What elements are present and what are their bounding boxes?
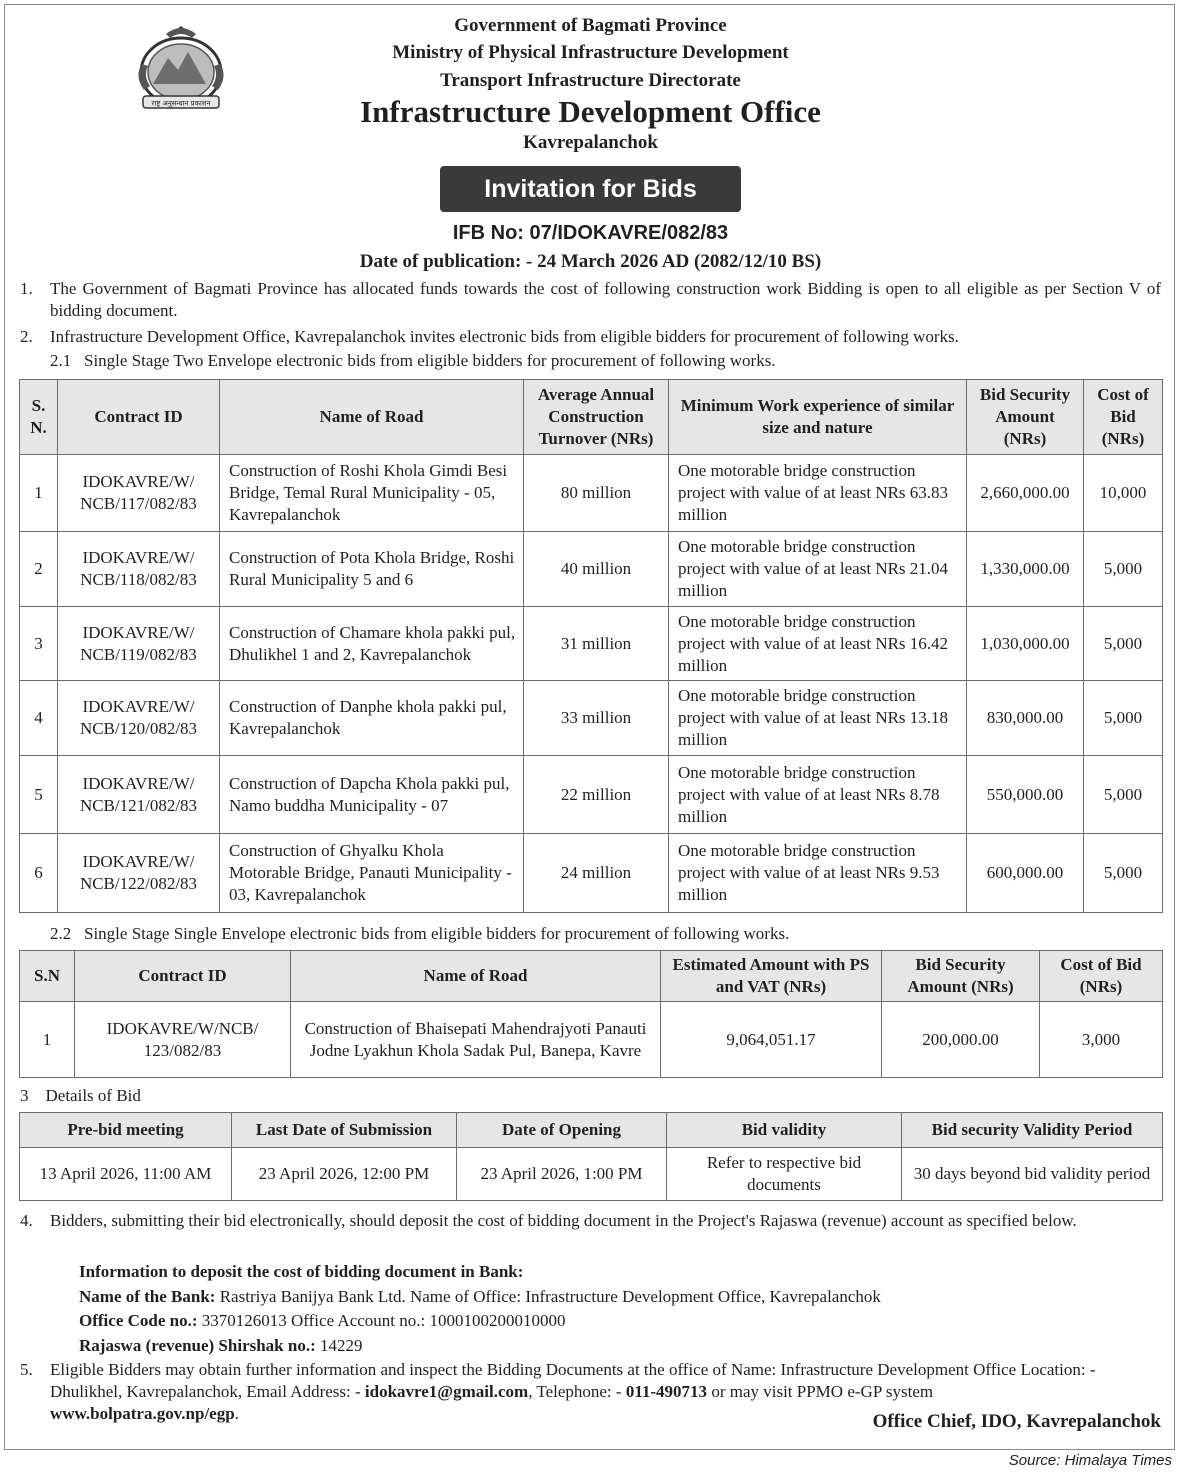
col-turnover: Average Annual Construction Turnover (NRs) <box>524 380 669 455</box>
col-road-name: Name of Road <box>220 380 524 455</box>
col-bid-security: Bid Security Amount (NRs) <box>882 951 1040 1002</box>
section-2-1: 2.1 Single Stage Two Envelope electronic bids from eligible bidders for procurement of following works. <box>50 351 776 370</box>
col-date-of-opening: Date of Opening <box>457 1113 667 1148</box>
col-estimated-amount: Estimated Amount with PS and VAT (NRs) <box>661 951 882 1002</box>
bank-info: Information to deposit the cost of bidding document in Bank: Name of the Bank: Rastriya Banijya Bank Ltd. Name of Office: Infrastructure Development Office, Kavrepalanchok Office Code no.: 3370126013 Office Account no.: 1000100200010000 Rajaswa (revenue) Shirshak no.: 14229 <box>79 1262 881 1355</box>
egp-link[interactable]: www.bolpatra.gov.np/egp <box>50 1404 235 1423</box>
ministry-name: Ministry of Physical Infrastructure Development <box>392 42 789 63</box>
col-road-name: Name of Road <box>291 951 661 1002</box>
table-row: 4 IDOKAVRE/W/ NCB/120/082/83 Construction of Danphe khola pakki pul, Kavrepalanchok 33 million One motorable bridge construction project with value of at least NRs 13.18 million 830,000.00 5,000 <box>20 681 1163 756</box>
signatory: Office Chief, IDO, Kavrepalanchok <box>872 1411 1161 1432</box>
telephone: 011-490713 <box>625 1382 708 1401</box>
publication-date: Date of publication: - 24 March 2026 AD (2082/12/10 BS) <box>359 251 822 272</box>
paragraph-4: 4. Bidders, submitting their bid electronically, should deposit the cost of bidding document in the Project's Rajaswa (revenue) account as specified below. <box>20 1211 1077 1230</box>
col-last-submission: Last Date of Submission <box>232 1113 457 1148</box>
col-cost-of-bid: Cost of Bid (NRs) <box>1084 380 1163 455</box>
col-bid-validity: Bid validity <box>667 1113 902 1148</box>
section-3: 3 Details of Bid <box>20 1086 141 1105</box>
table-row: 1 IDOKAVRE/W/NCB/ 123/082/83 Construction of Bhaisepati Mahendrajyoti Panauti Jodne Lyakhun Khola Sadak Pul, Banepa, Kavre 9,064,051.17 200,000.00 3,000 <box>20 1002 1163 1078</box>
table-row: 13 April 2026, 11:00 AM 23 April 2026, 12:00 PM 23 April 2026, 1:00 PM Refer to respective bid documents 30 days beyond bid validity period <box>20 1148 1163 1201</box>
col-experience: Minimum Work experience of similar size and nature <box>669 380 967 455</box>
table-header-row <box>20 1113 1163 1148</box>
bid-details-table <box>19 1112 1163 1201</box>
table-row: 3 IDOKAVRE/W/ NCB/119/082/83 Construction of Chamare khola pakki pul, Dhulikhel 1 and 2, Kavrepalanchok 31 million One motorable bridge construction project with value of at least NRs 16.42 million 1,030,000.00 5,000 <box>20 607 1163 681</box>
email-link[interactable]: idokavre1@gmail.com <box>364 1382 529 1401</box>
col-sn: S.N <box>20 951 75 1002</box>
directorate-name: Transport Infrastructure Directorate <box>440 70 741 91</box>
col-cost-of-bid: Cost of Bid (NRs) <box>1040 951 1163 1002</box>
single-envelope-bids-table <box>19 950 1163 1078</box>
paragraph-1: 1. The Government of Bagmati Province has allocated funds towards the cost of following construction work Bidding is open to all eligible as per Section V of bidding document. <box>20 279 1161 320</box>
paragraph-5: 5. Eligible Bidders may obtain further information and inspect the Bidding Documents at the office of Name: Infrastructure Development Office Location: -Dhulikhel, Kavrepalanchok, Email Address: - idokavre1@gmail.com, Telephone: - 011-490713 or may visit PPMO e-GP system www.bolpatra.gov.np/egp. <box>20 1360 1096 1423</box>
source-credit: Source: Himalaya Times <box>1008 1452 1172 1469</box>
col-sn: S. N. <box>20 380 58 455</box>
table-row: 1 IDOKAVRE/W/ NCB/117/082/83 Construction of Roshi Khola Gimdi Besi Bridge, Temal Rural Municipality - 05, Kavrepalanchok 80 million One motorable bridge construction project with value of at least NRs 63.83 million 2,660,000.00 10,000 <box>20 455 1163 532</box>
government-name: Government of Bagmati Province <box>454 15 727 36</box>
table-header-row <box>20 380 1163 455</box>
col-contract-id: Contract ID <box>75 951 291 1002</box>
col-prebid-meeting: Pre-bid meeting <box>20 1113 232 1148</box>
office-name: Infrastructure Development Office <box>360 94 821 129</box>
table-row: 5 IDOKAVRE/W/ NCB/121/082/83 Construction of Dapcha Khola pakki pul, Namo buddha Municipality - 07 22 million One motorable bridge construction project with value of at least NRs 8.78 million 550,000.00 5,000 <box>20 756 1163 834</box>
ifb-number: IFB No: 07/IDOKAVRE/082/83 <box>452 222 729 244</box>
bank-heading: Information to deposit the cost of bidding document in Bank: <box>79 1262 524 1281</box>
svg-text:राष्ट्र अनुसन्धान प्रकाशन: राष्ट्र अनुसन्धान प्रकाशन <box>151 99 211 108</box>
table-header-row <box>20 951 1163 1002</box>
table-row: 2 IDOKAVRE/W/ NCB/118/082/83 Construction of Pota Khola Bridge, Roshi Rural Municipality 5 and 6 40 million One motorable bridge construction project with value of at least NRs 21.04 million 1,330,000.00 5,000 <box>20 532 1163 607</box>
col-security-validity: Bid security Validity Period <box>902 1113 1163 1148</box>
notice-title: Invitation for Bids <box>440 166 741 212</box>
section-2-2: 2.2 Single Stage Single Envelope electronic bids from eligible bidders for procurement of following works. <box>50 924 790 943</box>
col-bid-security: Bid Security Amount (NRs) <box>967 380 1084 455</box>
district-name: Kavrepalanchok <box>523 132 658 153</box>
col-contract-id: Contract ID <box>58 380 220 455</box>
two-envelope-bids-table <box>19 379 1163 913</box>
paragraph-2: 2. Infrastructure Development Office, Kavrepalanchok invites electronic bids from eligible bidders for procurement of following works. <box>20 327 959 346</box>
table-row: 6 IDOKAVRE/W/ NCB/122/082/83 Construction of Ghyalku Khola Motorable Bridge, Panauti Municipality - 03, Kavrepalanchok 24 million One motorable bridge construction project with value of at least NRs 9.53 million 600,000.00 5,000 <box>20 834 1163 913</box>
